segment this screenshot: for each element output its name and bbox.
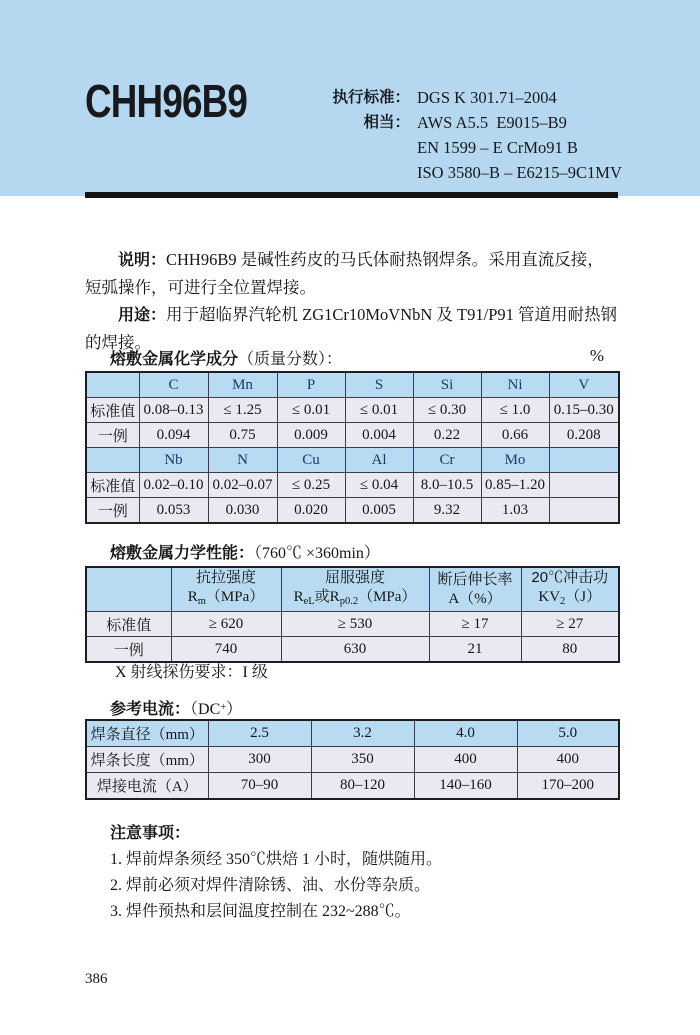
table-cell: ≤ 0.30 (413, 398, 481, 423)
table-cell: 300 (208, 747, 311, 773)
header-line1: 屈服强度 (324, 569, 385, 586)
table-cell: 9.32 (413, 498, 481, 524)
chem-header-row-2 (86, 448, 619, 473)
table-cell: 0.005 (345, 498, 413, 524)
element-n-header: N (208, 448, 277, 473)
row-label: 标准值 (86, 473, 139, 498)
empty-cell (549, 473, 619, 498)
chemistry-title-paren: （质量分数）： (238, 351, 343, 368)
note-item: 3. 焊件预热和层间温度控制在 232~288℃。 (110, 903, 411, 920)
note-item: 1. 焊前焊条须经 350℃烘焙 1 小时，随烘随用。 (110, 851, 443, 868)
element-v-header: V (549, 372, 619, 398)
equivalent-value: EN 1599 – E CrMo91 B (417, 138, 578, 157)
product-model-title: CHH96B9 (85, 75, 248, 127)
divider-bar (85, 192, 618, 198)
element-ni-header: Ni (481, 372, 549, 398)
standard-label: 执行标准： (332, 89, 410, 106)
header-line1: 抗拉强度 (195, 569, 256, 586)
table-cell: ≤ 0.04 (345, 473, 413, 498)
table-cell: 4.0 (414, 720, 517, 747)
table-cell: ≥ 530 (281, 612, 429, 637)
header-line1: 断后伸长率 (437, 571, 513, 588)
notes-title: 注意事项： (110, 825, 191, 842)
table-cell: ≥ 27 (521, 612, 619, 637)
chem-standard-row-1 (86, 398, 619, 423)
yield-strength-header (281, 567, 429, 612)
row-label: 焊接电流（A） (86, 773, 208, 800)
table-cell: 740 (171, 637, 281, 663)
mechanical-title-text: 熔敷金属力学性能： (110, 545, 255, 562)
description-paragraph (85, 246, 619, 301)
row-label: 一例 (86, 423, 139, 448)
row-label: 一例 (86, 498, 139, 524)
table-cell (86, 448, 139, 473)
mech-standard-row (86, 612, 619, 637)
header-line2: $R_m(MPa)$ (187, 589, 265, 607)
empty-cell (86, 567, 171, 612)
table-cell: 0.85–1.20 (481, 473, 549, 498)
header-banner (0, 0, 700, 196)
table-cell: 1.03 (481, 498, 549, 524)
table-cell: 21 (429, 637, 521, 663)
chemistry-section-title (85, 346, 618, 369)
current-title-paren: （DC+） (190, 701, 243, 718)
row-label: 标准值 (86, 612, 171, 637)
table-cell: 0.030 (208, 498, 277, 524)
row-label: 标准值 (86, 398, 139, 423)
table-cell: 3.2 (311, 720, 414, 747)
equivalent-line (290, 110, 622, 135)
table-cell: 0.02–0.10 (139, 473, 208, 498)
reference-current-table (85, 719, 620, 800)
equivalent-line (290, 160, 622, 185)
empty-cell (549, 448, 619, 473)
header-line2: $KV_2(J)$ (538, 589, 602, 607)
page-number: 386 (85, 971, 108, 987)
table-cell: ≤ 0.01 (345, 398, 413, 423)
table-cell: 0.66 (481, 423, 549, 448)
table-cell: 0.020 (277, 498, 345, 524)
equivalent-label-empty (290, 160, 410, 185)
table-cell: 0.22 (413, 423, 481, 448)
impact-energy-header (521, 567, 619, 612)
table-cell: 0.208 (549, 423, 619, 448)
table-cell: 350 (311, 747, 414, 773)
table-cell: 5.0 (517, 720, 619, 747)
table-cell: 0.02–0.07 (208, 473, 277, 498)
header-line2: $R_{eL}$或$R_{p0.2}(MPa)$ (293, 589, 417, 607)
intro-section (85, 246, 619, 356)
equivalent-line (290, 135, 622, 160)
notes-section (85, 821, 619, 925)
notes-list (85, 847, 619, 925)
equivalent-value: AWS A5.5 E9015–B9 (417, 113, 567, 132)
usage-label: 用途： (118, 307, 167, 324)
chemistry-title-text: 熔敷金属化学成分 (110, 351, 239, 368)
row-label: 焊条直径（mm） (86, 720, 208, 747)
row-label: 一例 (86, 637, 171, 663)
table-cell: 630 (281, 637, 429, 663)
xray-requirement-note: X 射线探伤要求：I 级 (115, 664, 268, 681)
chem-header-row-1 (86, 372, 619, 398)
table-cell: 2.5 (208, 720, 311, 747)
element-mn-header: Mn (208, 372, 277, 398)
table-cell: ≤ 0.01 (277, 398, 345, 423)
element-mo-header: Mo (481, 448, 549, 473)
table-cell (86, 372, 139, 398)
table-cell: 70–90 (208, 773, 311, 800)
table-cell: ≤ 1.0 (481, 398, 549, 423)
length-row (86, 747, 619, 773)
table-cell: 80 (521, 637, 619, 663)
note-item: 2. 焊前必须对焊件清除锈、油、水份等杂质。 (110, 877, 431, 894)
current-section-title (85, 696, 618, 719)
element-s-header: S (345, 372, 413, 398)
description-text: CHH96B9 是碱性药皮的马氏体耐热钢焊条。采用直流反接，短弧操作，可进行全位置焊接。 (85, 250, 604, 297)
standard-line (290, 85, 622, 110)
equivalent-value: ISO 3580–B – E6215–9C1MV (417, 163, 622, 182)
chem-example-row-1 (86, 423, 619, 448)
table-cell: ≥ 17 (429, 612, 521, 637)
standard-value: DGS K 301.71–2004 (417, 88, 557, 107)
tensile-strength-header (171, 567, 281, 612)
mechanical-table (85, 566, 620, 663)
table-cell: ≥ 620 (171, 612, 281, 637)
row-label: 焊条长度（mm） (86, 747, 208, 773)
table-cell: ≤ 0.25 (277, 473, 345, 498)
table-cell: 0.15–0.30 (549, 398, 619, 423)
table-cell: 0.75 (208, 423, 277, 448)
table-cell: 80–120 (311, 773, 414, 800)
standards-block (290, 85, 622, 185)
table-cell: 400 (517, 747, 619, 773)
element-al-header: Al (345, 448, 413, 473)
empty-cell (549, 498, 619, 524)
table-cell: 0.053 (139, 498, 208, 524)
mechanical-title-paren: （760℃ ×360min） (254, 545, 380, 562)
table-cell: 0.004 (345, 423, 413, 448)
diameter-row (86, 720, 619, 747)
equivalent-label-empty (290, 135, 410, 160)
element-nb-header: Nb (139, 448, 208, 473)
table-cell: ≤ 1.25 (208, 398, 277, 423)
table-cell: 0.094 (139, 423, 208, 448)
header-line1: 20℃冲击功 (531, 569, 609, 586)
element-cu-header: Cu (277, 448, 345, 473)
mechanical-section-title (85, 540, 618, 563)
element-cr-header: Cr (413, 448, 481, 473)
welding-current-row (86, 773, 619, 800)
table-cell: 140–160 (414, 773, 517, 800)
chem-example-row-2 (86, 498, 619, 524)
elongation-header (429, 567, 521, 612)
table-cell: 0.08–0.13 (139, 398, 208, 423)
percent-unit: % (589, 346, 604, 365)
usage-text: 用于超临界汽轮机 ZG1Cr10MoVNbN 及 T91/P91 管道用耐热钢的焊接。 (85, 305, 618, 352)
table-cell: 8.0–10.5 (413, 473, 481, 498)
mech-header-row (86, 567, 619, 612)
header-line2: A（%） (448, 591, 502, 607)
table-cell: 400 (414, 747, 517, 773)
description-label: 说明： (118, 252, 167, 269)
chem-standard-row-2 (86, 473, 619, 498)
current-title-text: 参考电流： (110, 701, 191, 718)
equivalent-label: 相当： (363, 114, 410, 131)
element-c-header: C (139, 372, 208, 398)
table-cell: 0.009 (277, 423, 345, 448)
element-p-header: P (277, 372, 345, 398)
table-cell: 170–200 (517, 773, 619, 800)
chemistry-table (85, 371, 620, 524)
element-si-header: Si (413, 372, 481, 398)
